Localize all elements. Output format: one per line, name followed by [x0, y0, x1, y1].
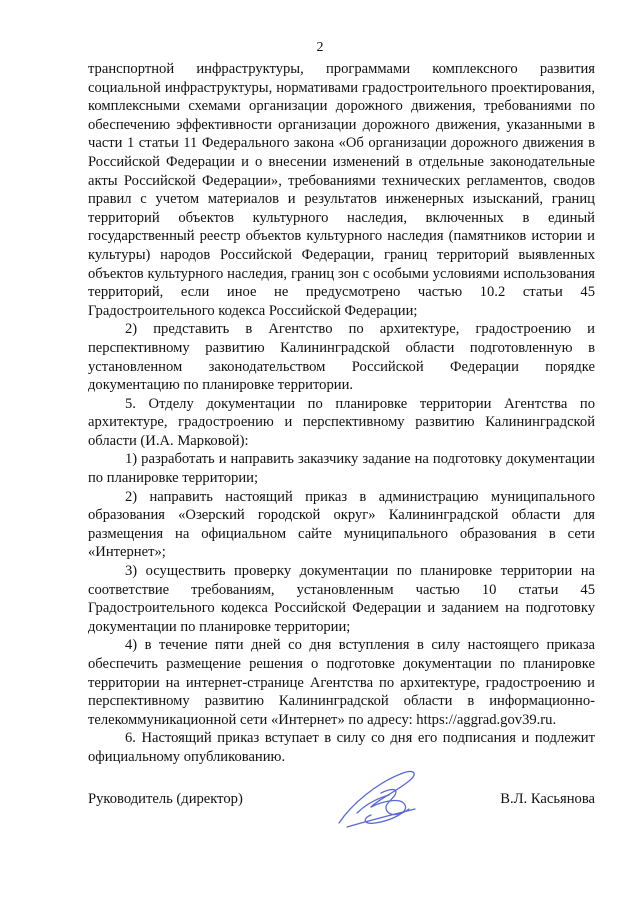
paragraph-item-2-send: 2) направить настоящий приказ в администрацию муниципального образования «Озерский городской округ» Калининградской области для размещения на официальном сайте муниципального образования в сети «Интернет»; [88, 488, 595, 561]
paragraph-item-3-verify: 3) осуществить проверку документации по планировке территории на соответствие требованиям, установленным частью 10 статьи 45 Градостроительного кодекса Российской Федерации и заданием на подготовку документации по планировке территории; [88, 563, 595, 635]
paragraph-continuation: транспортной инфраструктуры, программами комплексного развития социальной инфраструктуры, нормативами градостроительного проектирования, комплексными схемами организации дорожного движения, требованиями по обеспечению эффективности организации дорожного движения, указанными в части 1 статьи 11 Федерального закона «Об организации дорожного движения в Российской Федерации и о внесении изменений в отдельные законодательные акты Российской Федерации», требованиями технических регламентов, сводов правил с учетом материалов и результатов инженерных изысканий, границ территорий объектов культурного наследия, включенных в единый государственный реестр объектов культурного наследия (памятников истории и культуры) народов Российской Федерации, границ территорий выявленных объектов культурного наследия, границ зон с особыми условиями использования территорий, если иное не предусмотрено частью 10.2 статьи 45 Градостроительного кодекса Российской Федерации; [88, 61, 595, 319]
signatory-position: Руководитель (директор) [88, 791, 243, 807]
paragraph-item-2-submit: 2) представить в Агентство по архитектуре, градостроению и перспективному развитию Калининградской области подготовленную в установленном законодательством Российской Федерации порядке документацию по планировке территории. [88, 321, 595, 394]
paragraph-item-4-publish: 4) в течение пяти дней со дня вступления в силу настоящего приказа обеспечить размещение решения о подготовке документации по планировке территории на интернет-странице Агентства по архитектуре, градостроению и перспективному развитию Калининградской области в информационно-телекоммуникационной сети «Интернет» по адресу: https://aggrad.gov39.ru. [88, 637, 595, 728]
paragraph-item-1-develop: 1) разработать и направить заказчику задание на подготовку документации по планировке территории; [88, 451, 595, 487]
page-number: 2 [316, 40, 324, 55]
paragraph-section-6: 6. Настоящий приказ вступает в силу со дня его подписания и подлежит официальному опубликованию. [88, 730, 595, 765]
signatory-name: В.Л. Касьянова [500, 791, 595, 807]
paragraph-section-5: 5. Отделу документации по планировке территории Агентства по архитектуре, градостроению и перспективному развитию Калининградской области (И.А. Марковой): [88, 395, 595, 449]
document-body [88, 60, 595, 767]
handwritten-signature [331, 765, 431, 835]
